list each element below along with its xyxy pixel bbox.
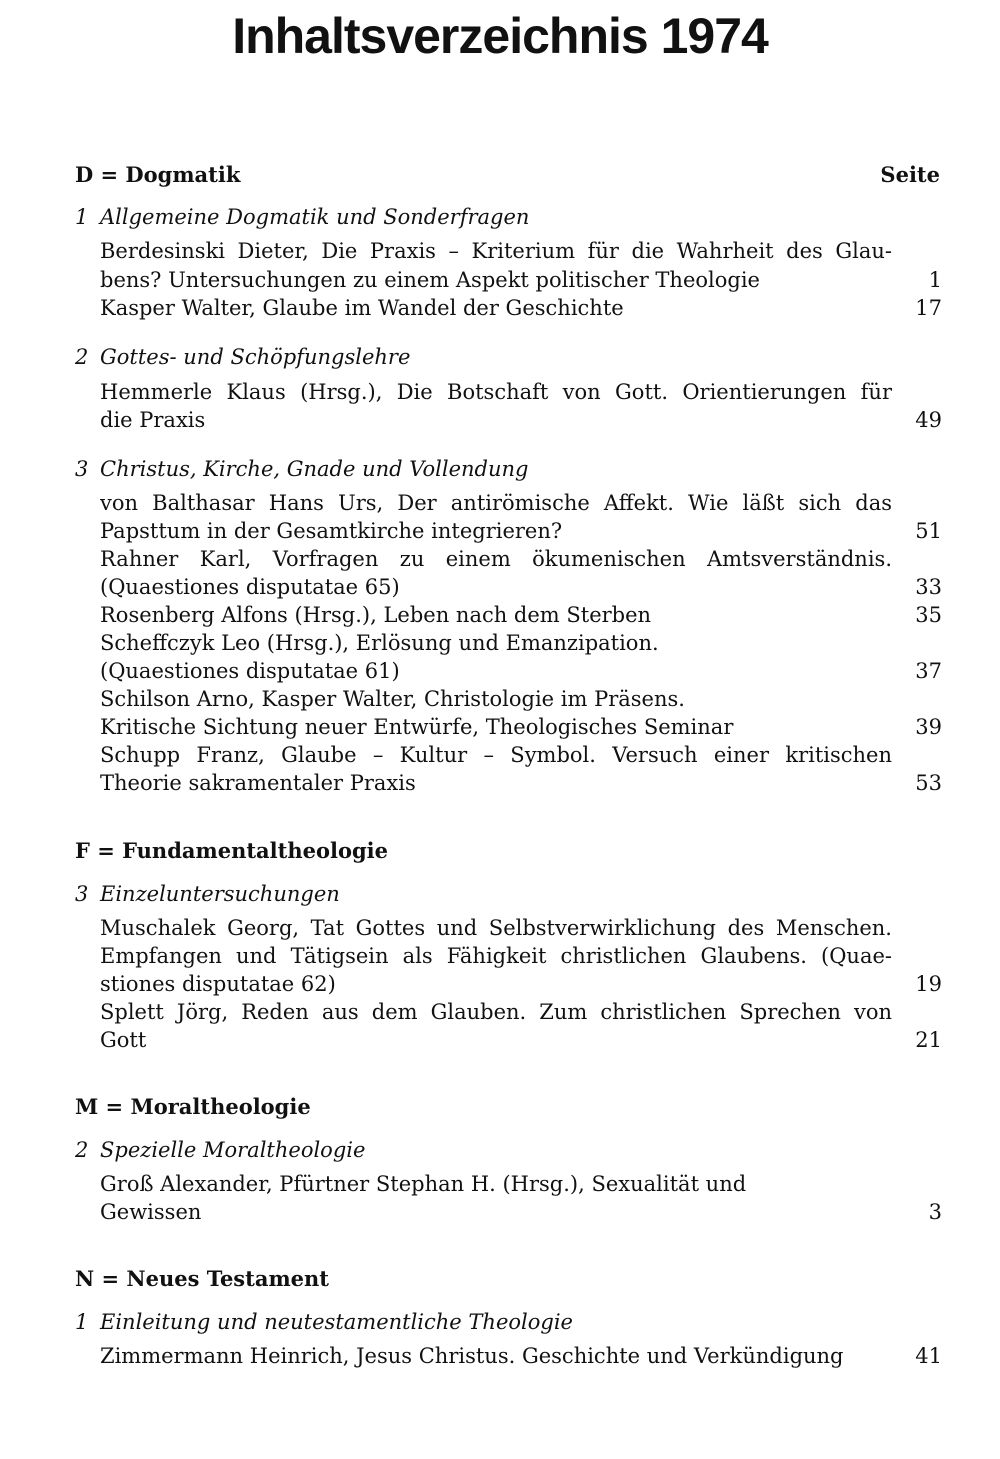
subsection-title: Gottes- und Schöpfungslehre <box>100 345 411 369</box>
page-number: 17 <box>915 296 942 320</box>
page-number: 53 <box>915 771 942 795</box>
section-heading-moraltheologie: M = Moraltheologie <box>75 1094 311 1119</box>
page-number: 49 <box>915 408 942 432</box>
entry-line: von Balthasar Hans Urs, Der antirömische Affekt. Wie läßt sich das <box>100 491 892 515</box>
entry-line: Kritische Sichtung neuer Entwürfe, Theologisches Seminar <box>100 715 734 739</box>
entry-line: Berdesinski Dieter, Die Praxis – Kriterium für die Wahrheit des Glau- <box>100 239 892 263</box>
subsection-number: 2 <box>75 1138 89 1162</box>
subsection-heading <box>75 1310 573 1334</box>
subsection-heading <box>75 457 528 481</box>
entry-line: (Quaestiones disputatae 65) <box>100 575 400 599</box>
subsection-number: 1 <box>75 1310 89 1334</box>
page-number: 41 <box>915 1344 942 1368</box>
entry-line: bens? Untersuchungen zu einem Aspekt politischer Theologie <box>100 268 760 292</box>
subsection-heading <box>75 882 340 906</box>
section-heading-neues-testament: N = Neues Testament <box>75 1266 329 1291</box>
subsection-title: Spezielle Moraltheologie <box>100 1138 366 1162</box>
entry-line: Rosenberg Alfons (Hrsg.), Leben nach dem Sterben <box>100 603 652 627</box>
entry-line: Groß Alexander, Pfürtner Stephan H. (Hrsg.), Sexualität und <box>100 1172 747 1196</box>
page-number: 35 <box>915 603 942 627</box>
page-number: 37 <box>915 659 942 683</box>
page-number: 1 <box>928 268 942 292</box>
entry-line: Muschalek Georg, Tat Gottes und Selbstverwirklichung des Menschen. <box>100 916 892 940</box>
section-heading-dogmatik: D = Dogmatik <box>75 162 241 187</box>
page-number: 51 <box>915 519 942 543</box>
subsection-heading <box>75 1138 365 1162</box>
entry-line: (Quaestiones disputatae 61) <box>100 659 400 683</box>
entry-line: Empfangen und Tätigsein als Fähigkeit christlichen Glaubens. (Quae- <box>100 944 892 968</box>
section-heading-fundamentaltheologie: F = Fundamentaltheologie <box>75 838 388 863</box>
entry-line: Gewissen <box>100 1200 202 1224</box>
entry-line: Schupp Franz, Glaube – Kultur – Symbol. Versuch einer kritischen <box>100 743 892 767</box>
page-title: Inhaltsverzeichnis 1974 <box>232 8 768 64</box>
subsection-number: 1 <box>75 205 89 229</box>
page-number: 3 <box>928 1200 942 1224</box>
entry-line: Papsttum in der Gesamtkirche integrieren? <box>100 519 563 543</box>
entry-line: Zimmermann Heinrich, Jesus Christus. Geschichte und Verkündigung <box>100 1344 844 1368</box>
page-number: 33 <box>915 575 942 599</box>
subsection-title: Einleitung und neutestamentliche Theologie <box>100 1310 573 1334</box>
entry-line: stiones disputatae 62) <box>100 972 336 996</box>
subsection-heading <box>75 345 410 369</box>
entry-line: Schilson Arno, Kasper Walter, Christologie im Präsens. <box>100 687 685 711</box>
entry-line: Hemmerle Klaus (Hrsg.), Die Botschaft von Gott. Orientierungen für <box>100 380 892 404</box>
subsection-heading <box>75 205 529 229</box>
entry-line: die Praxis <box>100 408 206 432</box>
subsection-number: 2 <box>75 345 89 369</box>
entry-line: Splett Jörg, Reden aus dem Glauben. Zum christlichen Sprechen von <box>100 1000 892 1024</box>
subsection-title: Allgemeine Dogmatik und Sonderfragen <box>100 205 530 229</box>
page-number: 39 <box>915 715 942 739</box>
entry-line: Scheffczyk Leo (Hrsg.), Erlösung und Emanzipation. <box>100 631 659 655</box>
subsection-title: Einzeluntersuchungen <box>100 882 340 906</box>
subsection-number: 3 <box>75 457 89 481</box>
subsection-number: 3 <box>75 882 89 906</box>
subsection-title: Christus, Kirche, Gnade und Vollendung <box>100 457 529 481</box>
entry-line: Theorie sakramentaler Praxis <box>100 771 416 795</box>
page-column-label: Seite <box>880 162 940 187</box>
entry-line: Rahner Karl, Vorfragen zu einem ökumenischen Amtsverständnis. <box>100 547 892 571</box>
page-number: 19 <box>915 972 942 996</box>
entry-line: Kasper Walter, Glaube im Wandel der Geschichte <box>100 296 624 320</box>
entry-line: Gott <box>100 1028 147 1052</box>
page-number: 21 <box>915 1028 942 1052</box>
